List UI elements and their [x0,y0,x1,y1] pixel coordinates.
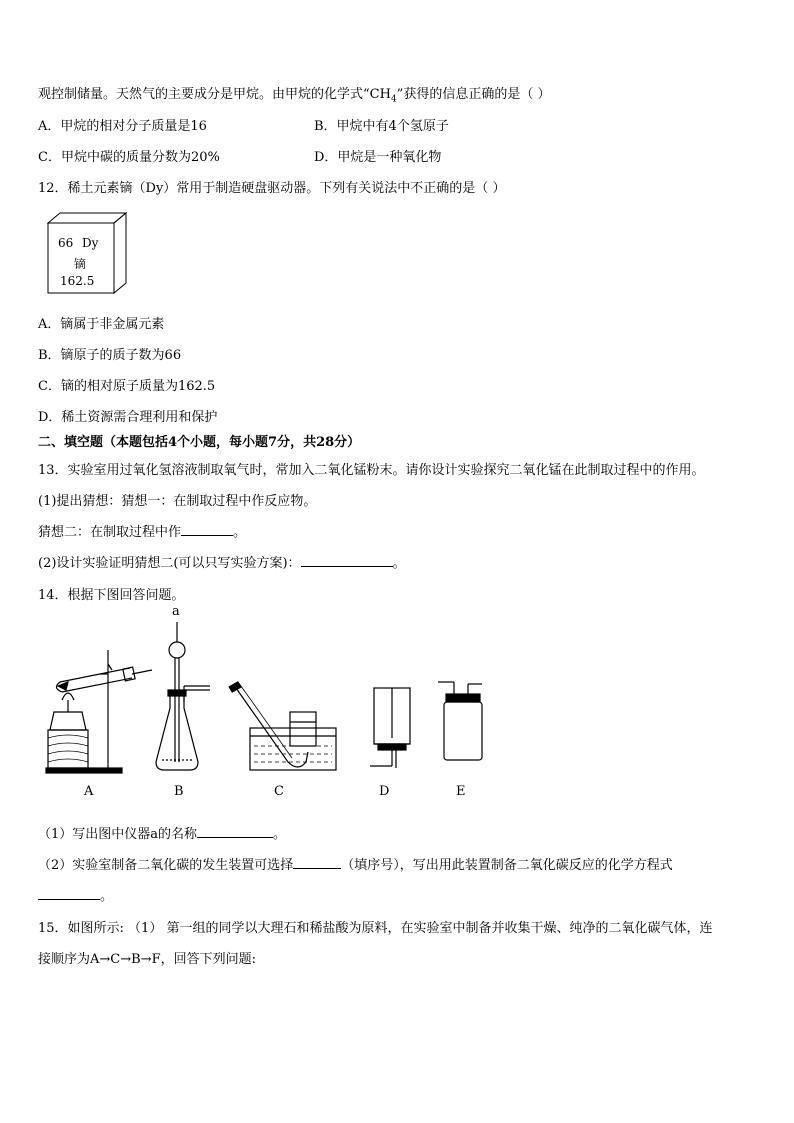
q13-part2-post: 。 [233,525,247,540]
label-d: D [379,784,390,799]
answer-blank[interactable] [197,823,273,838]
apparatus-e [438,682,482,760]
q13-part3-pre: (2)设计实验证明猜想二(可以只写实验方案)： [38,556,301,571]
answer-blank[interactable] [181,521,233,536]
label-a: A [84,784,94,799]
q12-option-c: C．镝的相对原子质量为162.5 [38,379,216,394]
apparatus-drawing [40,612,500,782]
q12-stem: 12．稀土元素镝（Dy）常用于制造硬盘驱动器。下列有关说法中不正确的是（ ） [38,181,506,196]
q13-part1: (1)提出猜想：猜想一：在制取过程中作反应物。 [38,494,317,509]
q11-option-b: B．甲烷中有4个氢原子 [314,119,449,134]
element-name: 镝 [74,257,87,271]
q11-stem-post: ”获得的信息正确的是（ ） [396,87,551,102]
answer-blank[interactable] [38,885,100,900]
q15-line1: 15．如图所示: （1） 第一组的同学以大理石和稀盐酸为原料，在实验室中制备并收集干燥、纯净的二氧化碳气体，连 [38,921,713,936]
q14-sub2-post: （填序号），写出用此装置制备二氧化碳反应的化学方程式 [341,858,673,873]
q12-option-b: B．镝原子的质子数为66 [38,348,182,363]
q14-sub1-pre: （1）写出图中仪器a的名称 [38,827,198,842]
section-heading: 二、填空题（本题包括4个小题，每小题7分，共28分） [38,435,361,450]
q12-option-d: D．稀土资源需合理利用和保护 [38,410,218,425]
answer-blank[interactable] [301,552,393,567]
q14-sub1 [38,823,286,842]
element-symbol: Dy [82,236,99,250]
element-number: 66 [58,236,74,250]
label-b: B [174,784,184,799]
q11-stem [38,83,550,105]
apparatus-a [46,650,152,773]
element-mass: 162.5 [60,274,95,288]
apparatus-b [156,622,210,770]
q13-part3 [38,552,406,571]
q11-stem-pre: 观控制储量。天然气的主要成分是甲烷。由甲烷的化学式“CH [38,87,391,102]
q14-sub2-pre: （2）实验室制备二氧化碳的发生装置可选择 [38,858,294,873]
q13-part2-pre: 猜想二：在制取过程中作 [38,525,182,540]
q14-sub2-cont [38,885,113,904]
q13-part3-post: 。 [392,556,406,571]
q11-stem-sub: 4 [390,94,397,105]
element-card-dy [46,211,128,295]
q12-option-a: A．镝属于非金属元素 [38,317,165,332]
label-c: C [274,784,284,799]
label-e: E [456,784,466,799]
q14-sub2 [38,854,673,873]
q14-sub1-post: 。 [273,827,287,842]
apparatus-d [370,688,410,768]
answer-blank[interactable] [293,854,341,869]
q14-stem: 14．根据下图回答问题。 [38,588,185,603]
q13-part2 [38,521,246,540]
q14-sub2-end: 。 [100,889,114,904]
q11-option-a: A．甲烷的相对分子质量是16 [38,119,207,134]
q11-option-d: D．甲烷是一种氧化物 [314,150,442,165]
apparatus-figure [40,604,500,812]
q11-option-c: C．甲烷中碳的质量分数为20% [38,150,220,165]
apparatus-a-label-a: a [172,604,180,619]
q15-line2: 接顺序为A→C→B→F，回答下列问题: [38,952,256,967]
q13-stem: 13．实验室用过氧化氢溶液制取氧气时，常加入二氧化锰粉末。请你设计实验探究二氧化锰在此制取过程中的作用。 [38,463,705,478]
apparatus-c [229,682,336,770]
